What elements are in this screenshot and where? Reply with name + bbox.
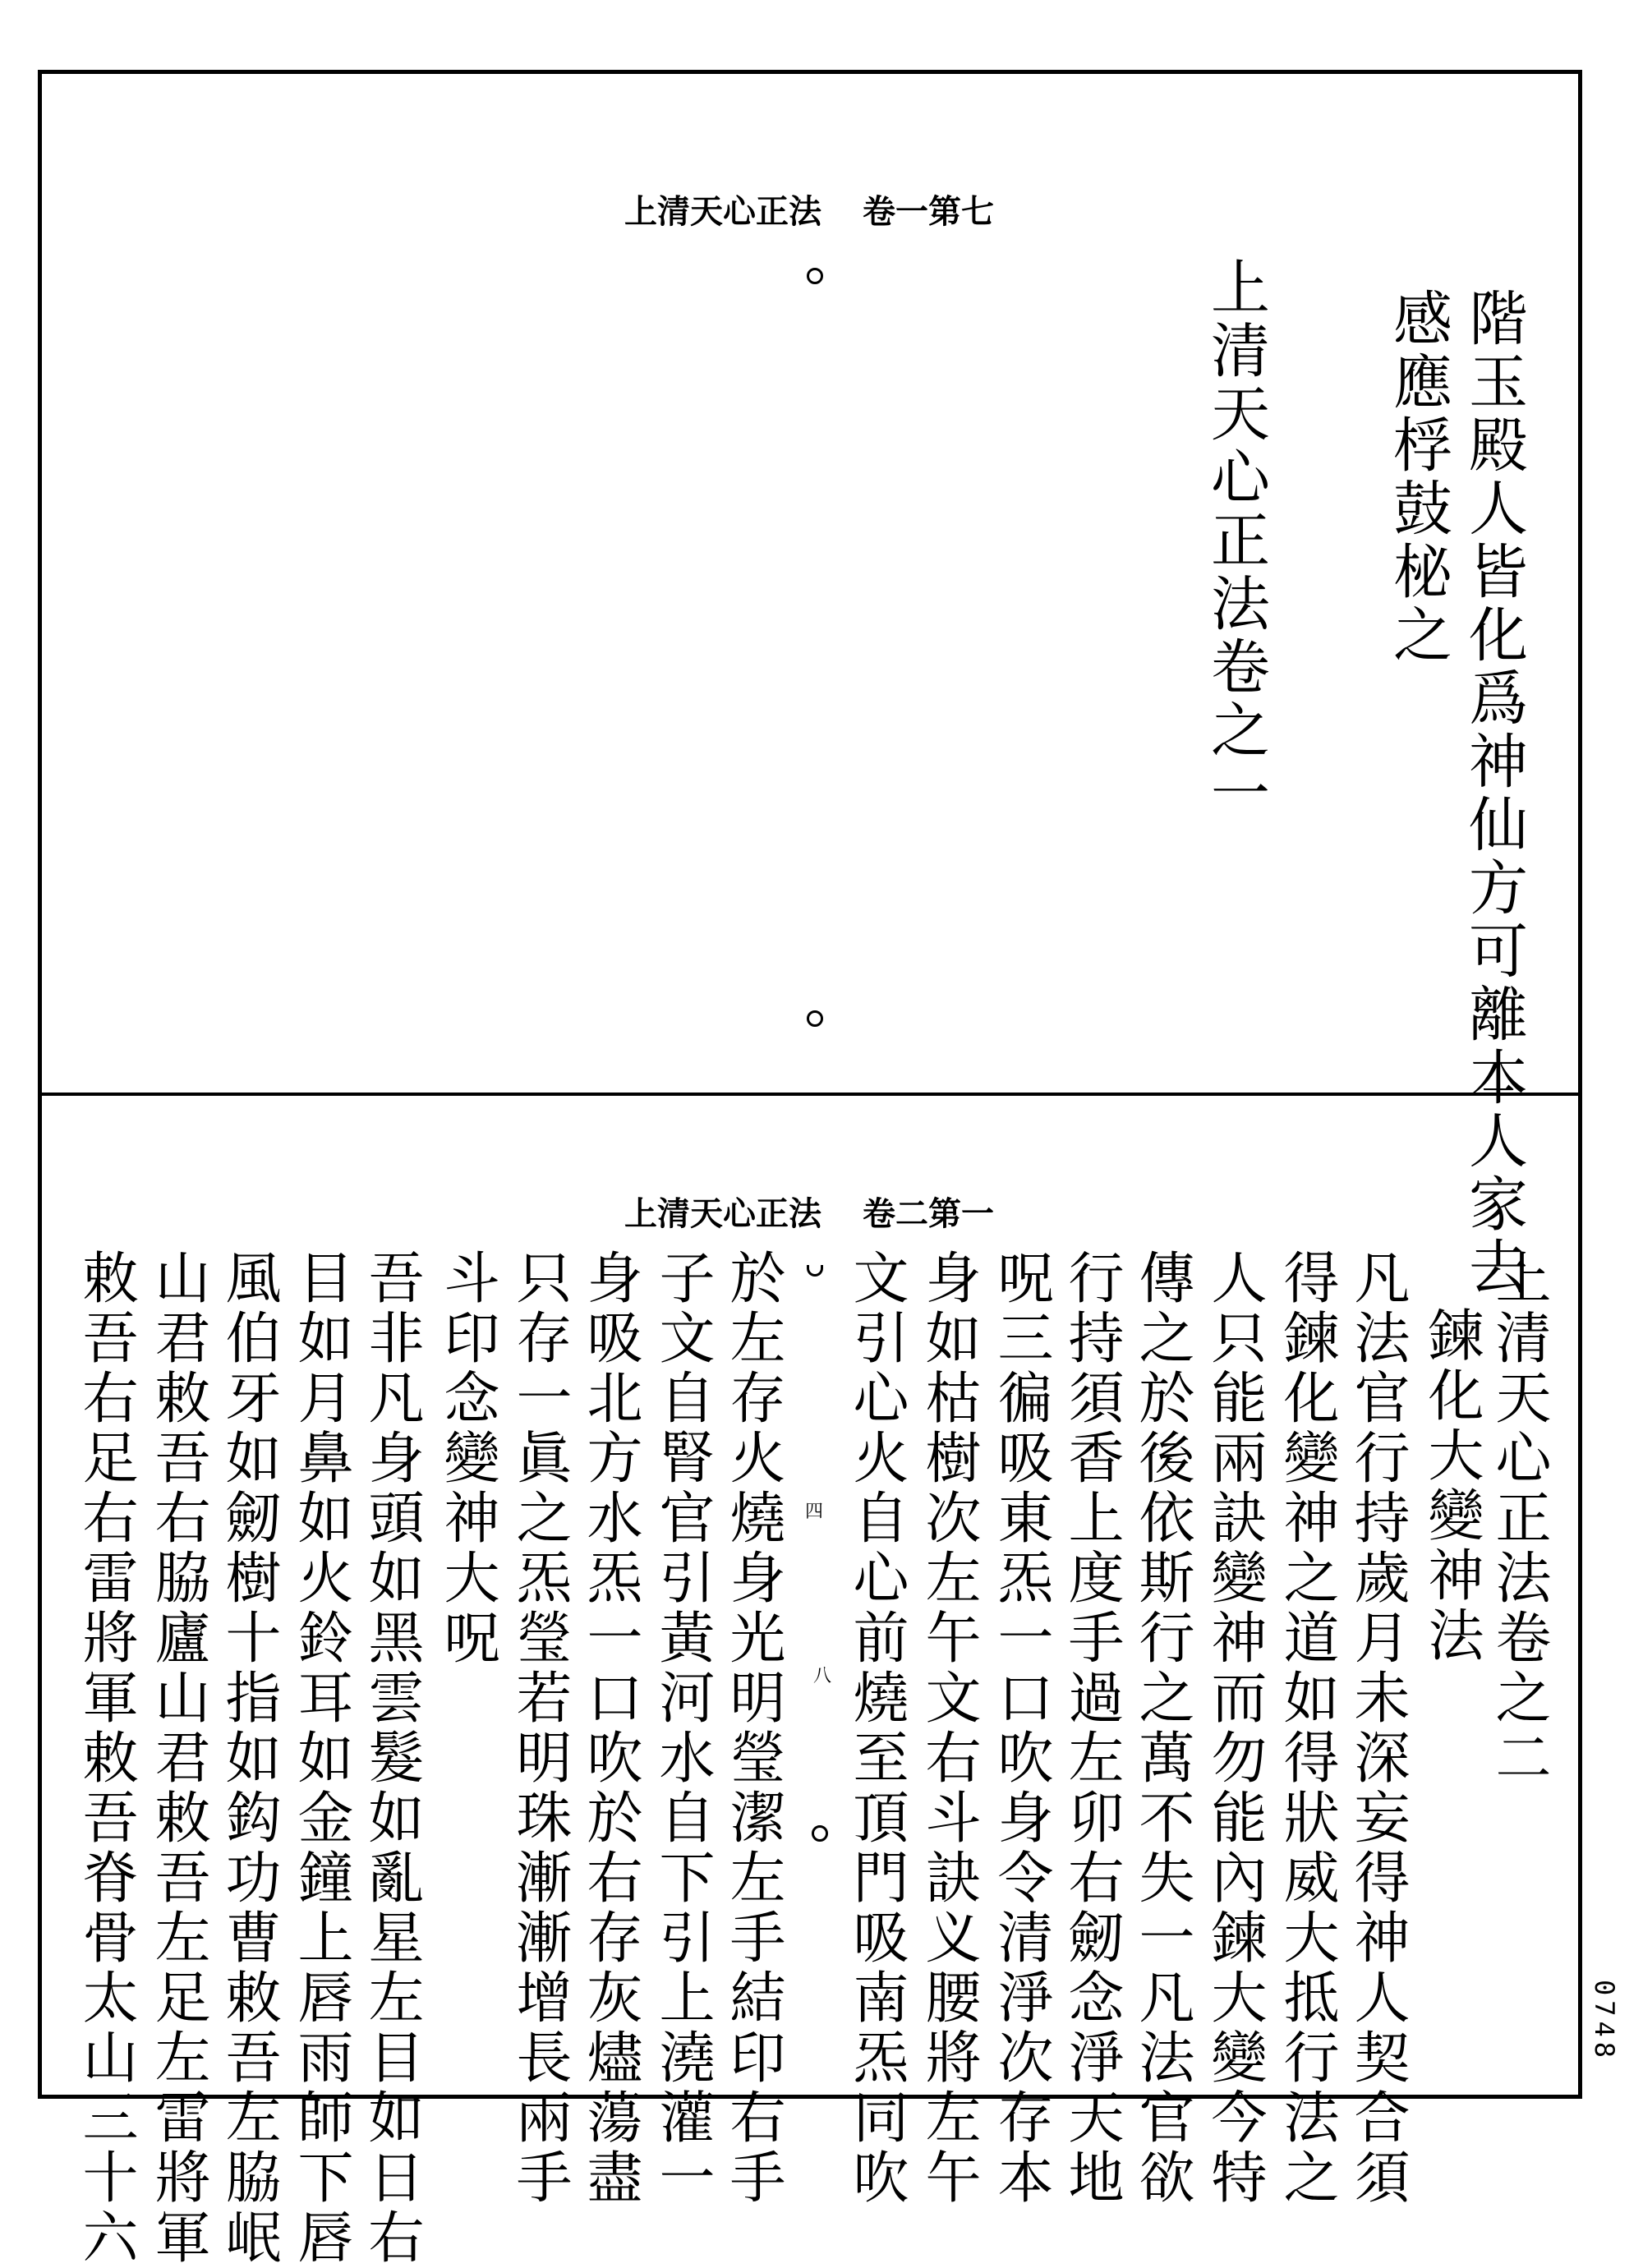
binding-hole-marker bbox=[807, 268, 823, 284]
top-header-title: 上清天心正法 bbox=[624, 192, 822, 231]
bottom-column-3: 凡法官行持歲月未深妄得神人契合須 bbox=[1345, 1249, 1410, 2208]
page-number: 0748 bbox=[1589, 1980, 1620, 2063]
bottom-column-20: 敕吾右足右雷將軍敕吾脊骨太山三十六 bbox=[73, 1249, 138, 2268]
bottom-column-19: 山君敕吾右脇廬山君敕吾左足左雷將軍 bbox=[145, 1249, 210, 2268]
bottom-column-2: 鍊化大變神法 bbox=[1419, 1306, 1484, 1666]
bottom-header-title: 上清天心正法 bbox=[624, 1194, 822, 1233]
bottom-column-6: 傳之於後依斯行之萬不失一凡法官欲 bbox=[1130, 1249, 1194, 2208]
bottom-column-4: 得鍊化變神之道如得狀威大抵行法之 bbox=[1274, 1249, 1339, 2208]
binding-hole-marker bbox=[807, 1010, 823, 1027]
bottom-column-15: 斗印念變神大呪 bbox=[435, 1249, 499, 1668]
bottom-column-8: 呪三徧吸東炁一口吹身令清淨次存本 bbox=[988, 1249, 1053, 2208]
bottom-column-7: 行持須香上度手過左卯右劒念淨天地 bbox=[1059, 1249, 1124, 2208]
bottom-column-16: 吾非凡身頭如黑雲髮如亂星左目如日右 bbox=[359, 1249, 424, 2268]
bottom-column-13: 身吸北方水炁一口吹於右存灰燼蕩盡 bbox=[578, 1249, 642, 2208]
bottom-column-14: 只存一眞之炁瑩若明珠漸漸增長兩手 bbox=[507, 1249, 572, 2208]
fold-mark: 八 bbox=[813, 1666, 832, 1686]
page-divider bbox=[38, 1093, 1582, 1096]
bottom-column-11: 於左存火燒身光明瑩潔左手結印右手 bbox=[720, 1249, 785, 2208]
bottom-column-18: 風伯牙如劒樹十指如鈎功曹敕吾左脇岷 bbox=[216, 1249, 281, 2268]
bottom-column-12: 子文自腎官引黃河水自下引上澆灌一 bbox=[650, 1249, 715, 2208]
top-column-2: 感應桴鼓柲之 bbox=[1383, 288, 1452, 667]
bottom-column-9: 身如枯樹次左午文右斗訣义腰將左午 bbox=[916, 1249, 981, 2208]
top-column-1: 階玉殿人皆化爲神仙方可離本人家去 bbox=[1459, 288, 1528, 1300]
bottom-column-17: 目如月鼻如火鈴耳如金鐘上唇雨師下唇 bbox=[288, 1249, 353, 2268]
bottom-header bbox=[624, 1194, 994, 1233]
bottom-column-5: 人只能兩訣變神而勿能內鍊大變今特 bbox=[1202, 1249, 1267, 2208]
fold-mark: 四 bbox=[805, 1502, 824, 1522]
top-header bbox=[624, 192, 994, 231]
top-header-volume: 卷一第七 bbox=[863, 192, 994, 231]
binding-hole-marker bbox=[812, 1825, 828, 1842]
bottom-column-10: 文引心火自心前燒至頂門吸南炁同吹 bbox=[844, 1249, 909, 2208]
top-column-3: 上清天心正法卷之一 bbox=[1201, 256, 1270, 826]
bottom-column-1: 上清天心正法卷之二 bbox=[1486, 1249, 1551, 1788]
bottom-header-volume: 卷二第一 bbox=[863, 1194, 994, 1233]
